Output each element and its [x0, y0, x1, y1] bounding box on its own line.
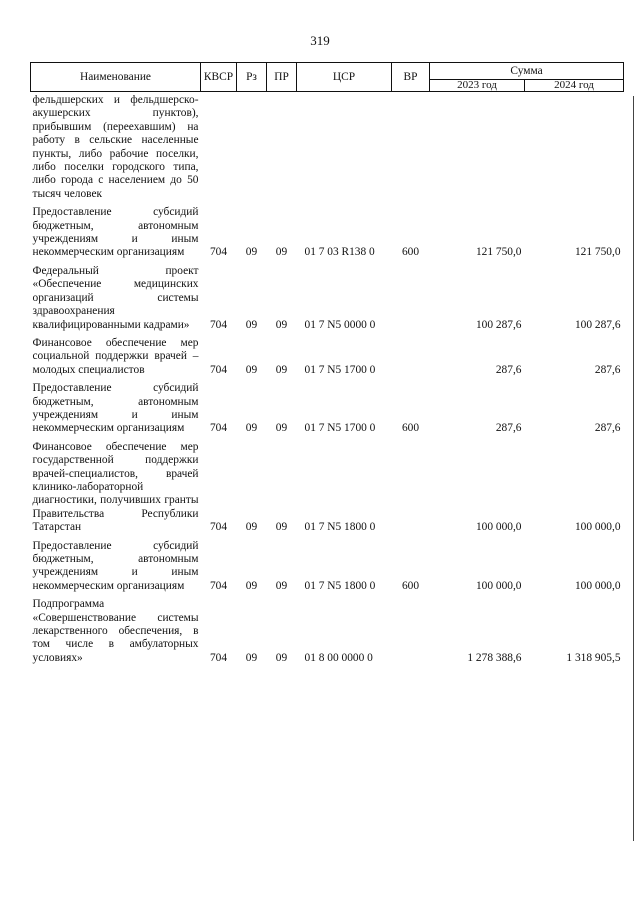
row-sum-2024: 1 318 905,5	[566, 651, 621, 664]
row-name: Финансовое обеспечение мер социальной поддержки врачей – молодых специалистов	[32, 336, 199, 376]
row-sum-2023: 287,6	[495, 363, 522, 376]
row-kvsr	[201, 92, 237, 204]
row-sum-2024: 287,6	[594, 422, 621, 435]
row-rz: 09	[245, 246, 258, 259]
row-sum-2024	[525, 92, 624, 204]
row-pr: 09	[275, 422, 288, 435]
row-csr: 01 8 00 0000 0	[304, 651, 373, 664]
table-row	[31, 92, 624, 204]
table-row	[31, 438, 624, 537]
row-csr: 01 7 N5 1800 0	[304, 579, 376, 592]
row-rz: 09	[245, 521, 258, 534]
row-name: Финансовое обеспечение мер государственной поддержки врачей-специалистов, врачей клинико-лабораторной диагностики, получивших гранты Правительства Республики Татарстан	[32, 440, 199, 534]
row-vr	[392, 595, 430, 667]
row-csr: 01 7 N5 1700 0	[304, 422, 376, 435]
table-row	[31, 595, 624, 667]
row-name: Предоставление субсидий бюджетным, автономным учреждениям и иным некоммерческим организациям	[32, 382, 199, 435]
row-kvsr: 704	[209, 651, 228, 664]
table-header	[31, 63, 624, 92]
row-vr: 600	[401, 422, 420, 435]
row-vr	[392, 262, 430, 334]
row-name: Подпрограмма «Совершенствование системы лекарственного обеспечения, в том числе в амбулаторных условиях»	[32, 598, 199, 664]
row-vr	[392, 438, 430, 537]
row-rz: 09	[245, 363, 258, 376]
row-rz: 09	[245, 422, 258, 435]
row-sum-2023: 100 000,0	[475, 521, 522, 534]
row-sum-2024: 100 000,0	[574, 521, 621, 534]
table-body	[31, 92, 624, 668]
row-kvsr: 704	[209, 579, 228, 592]
row-csr: 01 7 N5 0000 0	[304, 318, 376, 331]
page-edge-line	[633, 96, 634, 841]
row-sum-2024: 100 000,0	[574, 579, 621, 592]
table-row	[31, 334, 624, 379]
row-csr: 01 7 03 R138 0	[304, 246, 375, 259]
row-pr: 09	[275, 363, 288, 376]
row-rz	[237, 92, 267, 204]
row-csr: 01 7 N5 1800 0	[304, 521, 376, 534]
row-pr: 09	[275, 521, 288, 534]
row-kvsr: 704	[209, 246, 228, 259]
row-kvsr: 704	[209, 363, 228, 376]
header-year-2024: 2024 год	[525, 80, 624, 92]
row-sum-2023: 100 287,6	[475, 318, 522, 331]
header-rz: Рз	[237, 63, 267, 92]
row-vr	[392, 334, 430, 379]
row-pr: 09	[275, 246, 288, 259]
row-vr	[392, 92, 430, 204]
row-name: Предоставление субсидий бюджетным, автономным учреждениям и иным некоммерческим организациям	[32, 539, 199, 592]
row-sum-2023	[430, 92, 525, 204]
row-rz: 09	[245, 318, 258, 331]
row-pr	[267, 92, 297, 204]
table-row	[31, 203, 624, 262]
row-name: фельдшерских и фельдшерско-акушерских пунктов), прибывшим (переехавшим) на работу в сельские населенные пункты, либо рабочие поселки, либо поселки городского типа, либо города с населением до 50 тысяч человек	[32, 94, 199, 200]
header-year-2023: 2023 год	[430, 80, 525, 92]
table-row	[31, 262, 624, 334]
row-csr: 01 7 N5 1700 0	[304, 363, 376, 376]
row-sum-2023: 121 750,0	[475, 246, 522, 259]
budget-table	[30, 62, 624, 667]
header-csr: ЦСР	[297, 63, 392, 92]
row-pr: 09	[275, 318, 288, 331]
header-name: Наименование	[31, 63, 201, 92]
row-sum-2023: 100 000,0	[475, 579, 522, 592]
row-sum-2023: 287,6	[495, 422, 522, 435]
table-row	[31, 537, 624, 596]
row-kvsr: 704	[209, 318, 228, 331]
row-kvsr: 704	[209, 521, 228, 534]
row-sum-2023: 1 278 388,6	[467, 651, 522, 664]
row-vr: 600	[401, 246, 420, 259]
row-pr: 09	[275, 651, 288, 664]
row-name: Федеральный проект «Обеспечение медицинских организаций системы здравоохранения квалифицированными кадрами»	[32, 264, 199, 331]
header-vr: ВР	[392, 63, 430, 92]
table-row	[31, 379, 624, 438]
row-name: Предоставление субсидий бюджетным, автономным учреждениям и иным некоммерческим организациям	[32, 206, 199, 259]
row-kvsr: 704	[209, 422, 228, 435]
row-sum-2024: 100 287,6	[574, 318, 621, 331]
row-sum-2024: 121 750,0	[574, 246, 621, 259]
row-pr: 09	[275, 579, 288, 592]
header-kvsr: КВСР	[201, 63, 237, 92]
row-vr: 600	[401, 579, 420, 592]
row-csr	[297, 92, 392, 204]
row-rz: 09	[245, 651, 258, 664]
row-sum-2024: 287,6	[594, 363, 621, 376]
row-rz: 09	[245, 579, 258, 592]
header-sum: Сумма	[430, 63, 624, 80]
header-pr: ПР	[267, 63, 297, 92]
page-number: 319	[310, 33, 330, 48]
